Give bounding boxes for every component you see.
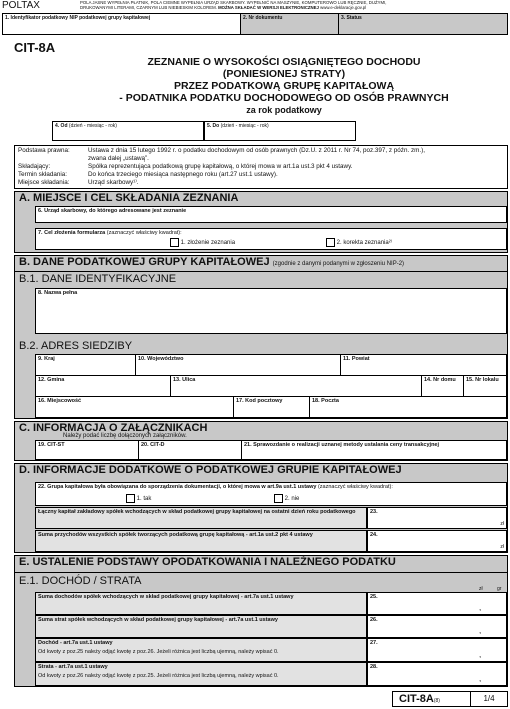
checkbox-no[interactable] xyxy=(274,494,283,503)
decimal-separator: , xyxy=(479,626,482,635)
section-b xyxy=(14,255,508,419)
cit-st-label: 19. CIT-ST xyxy=(38,442,65,448)
checkbox-correction[interactable] xyxy=(326,238,335,247)
tax-office-field[interactable] xyxy=(35,206,507,223)
loss-sum-label-cell xyxy=(35,615,367,638)
legal-row xyxy=(18,155,504,163)
legal-text: Do końca trzeciego miesiąca następnego roku (art.27 ust.1 ustawy). xyxy=(88,171,278,178)
capital-field[interactable] xyxy=(367,507,507,529)
capital-label-cell xyxy=(35,507,367,529)
income-label-cell xyxy=(35,638,367,662)
legal-row xyxy=(18,171,504,179)
header-fields xyxy=(2,13,508,35)
cit-d-field[interactable] xyxy=(139,441,242,459)
notice-url: www.e-deklaracje.gov.pl xyxy=(320,5,367,10)
income-sum-label-cell xyxy=(35,592,367,615)
purpose-label: 7. Cel złożenia formularza xyxy=(38,230,106,236)
house-number-field[interactable] xyxy=(422,376,464,397)
title-line-4: - PODATNIKA PODATKU DOCHODOWEGO OD OSÓB PRAWNYCH xyxy=(119,92,449,104)
unit-gr: gr xyxy=(497,586,502,592)
documentation-hint: (zaznaczyć właściwy kwadrat): xyxy=(317,484,393,490)
section-d-title: D. INFORMACJE DODATKOWE O PODATKOWEJ GRUPIE KAPITAŁOWEJ xyxy=(19,464,402,476)
purpose-hint: (zaznaczyć właściwy kwadrat): xyxy=(106,230,182,236)
footer-code-text: CIT-8A xyxy=(399,693,434,705)
country-label: 9. Kraj xyxy=(38,356,55,362)
capital-number: 23. xyxy=(370,509,378,515)
form-title xyxy=(60,56,508,116)
divider xyxy=(15,572,507,573)
legal-label xyxy=(18,155,88,163)
nip-field-label: 1. Identyfikator podatkowy NIP podatkowej grupy kapitałowej xyxy=(5,15,151,21)
document-number-label: 2. Nr dokumentu xyxy=(243,15,283,21)
footer-code xyxy=(393,692,471,706)
legal-text: Urząd skarbowy¹⁾. xyxy=(88,179,139,186)
notice-line-1: POLA JASNE WYPEŁNIA PŁATNIK, POLA CIEMNE WYPEŁNIA URZĄD SKARBOWY. WYPEŁNIĆ NA MASZYNIE, KOMPUTEROWO LUB RĘCZNIE, DUŻYMI, xyxy=(80,0,387,5)
section-c xyxy=(14,421,508,461)
period-to-field[interactable] xyxy=(204,121,356,141)
checkbox-yes[interactable] xyxy=(126,494,135,503)
street-field[interactable] xyxy=(171,376,422,397)
apartment-number-label: 15. Nr lokalu xyxy=(466,377,499,383)
income-instruction: Od kwoty z poz.25 należy odjąć kwotę z poz.26. Jeżeli różnica jest liczbą ujemną, należy wpisać 0. xyxy=(38,649,279,655)
notice-line-2 xyxy=(80,5,508,10)
house-number-label: 14. Nr domu xyxy=(424,377,456,383)
legal-row xyxy=(18,163,504,171)
poltax-brand: POLTAX xyxy=(2,0,40,11)
voivodeship-field[interactable] xyxy=(136,355,341,376)
legal-row xyxy=(18,179,504,187)
commune-label: 12. Gmina xyxy=(38,377,65,383)
income-label: Dochód - art.7a ust.1 ustawy xyxy=(38,640,113,646)
loss-field[interactable] xyxy=(367,662,507,686)
post-office-label: 18. Poczta xyxy=(312,398,339,404)
full-name-label: 8. Nazwa pełna xyxy=(38,290,78,296)
county-field[interactable] xyxy=(341,355,506,376)
legal-text: zwana dalej „ustawą”. xyxy=(88,155,149,162)
legal-label: Termin składania: xyxy=(18,171,67,178)
legal-text: Ustawa z dnia 15 lutego 1992 r. o podatku dochodowym od osób prawnych (Dz.U. z 2011 r. Nr 74, poz.397, z późn. zm.), xyxy=(88,147,425,154)
section-c-note: Należy podać liczbę dołączonych załączników. xyxy=(63,433,187,439)
period-to-label: 5. Do xyxy=(207,123,220,129)
checkbox-filing[interactable] xyxy=(170,238,179,247)
documentation-field xyxy=(35,482,507,506)
title-line-2: (PONIESIONEJ STRATY) xyxy=(222,68,346,80)
period-from-label: 4. Od xyxy=(55,123,68,129)
income-number: 27. xyxy=(370,640,378,646)
section-c-title: C. INFORMACJA O ZAŁĄCZNIKACH xyxy=(19,422,208,434)
decimal-separator: , xyxy=(479,603,482,612)
street-label: 13. Ulica xyxy=(173,377,196,383)
purpose-field xyxy=(35,228,507,250)
unit-zl: zł xyxy=(500,544,504,550)
postal-code-label: 17. Kod pocztowy xyxy=(236,398,283,404)
transfer-pricing-report-field[interactable] xyxy=(242,441,506,459)
commune-field[interactable] xyxy=(36,376,171,397)
transfer-pricing-report-label: 21. Sprawozdanie o realizacji uznanej metody ustalania ceny transakcyjnej xyxy=(244,442,440,448)
title-line-1: ZEZNANIE O WYSOKOŚCI OSIĄGNIĘTEGO DOCHODU xyxy=(147,56,421,68)
loss-sum-field[interactable] xyxy=(367,615,507,638)
divider xyxy=(15,271,507,272)
city-field[interactable] xyxy=(36,397,234,417)
decimal-separator: , xyxy=(479,674,482,683)
legal-text: Spółka reprezentująca podatkową grupę kapitałową, o której mowa w art.1a ust.3 pkt 4 ustawy. xyxy=(88,163,353,170)
option-correction[interactable] xyxy=(326,238,392,247)
option-filing[interactable] xyxy=(170,238,235,247)
documentation-label: 22. Grupa kapitałowa była obowiązana do sporządzenia dokumentacji, o której mowa w art.9a ust.1 ustawy xyxy=(38,484,317,490)
nip-field[interactable] xyxy=(3,14,241,34)
income-sum-number: 25. xyxy=(370,594,378,600)
legal-row xyxy=(18,147,504,155)
period-from-field[interactable] xyxy=(52,121,204,141)
option-no[interactable] xyxy=(274,494,299,503)
apartment-number-field[interactable] xyxy=(464,376,506,397)
revenue-label: Suma przychodów wszystkich spółek tworzących podatkową grupę kapitałową - art.1a ust.2 pkt 4 ustawy xyxy=(38,532,313,538)
county-label: 11. Powiat xyxy=(343,356,370,362)
legal-label: Miejsce składania: xyxy=(18,179,70,186)
period-to-hint: (dzień - miesiąc - rok) xyxy=(220,123,269,129)
option-yes-label: 1. tak xyxy=(136,496,152,503)
revenue-field[interactable] xyxy=(367,530,507,552)
income-sum-label: Suma dochodów spółek wchodzących w skład podatkowej grupy kapitałowej - art.7a ust.1 ustawy xyxy=(38,594,294,600)
unit-zl: zł xyxy=(500,521,504,527)
option-no-label: 2. nie xyxy=(284,496,300,503)
city-label: 16. Miejscowość xyxy=(38,398,82,404)
tax-office-label: 6. Urząd skarbowy, do którego adresowane jest zeznanie xyxy=(38,208,187,214)
footer-code-box xyxy=(392,691,508,707)
loss-number: 28. xyxy=(370,664,378,670)
section-b-title: B. DANE PODATKOWEJ GRUPY KAPITAŁOWEJ xyxy=(19,256,270,268)
loss-sum-label: Suma strat spółek wchodzących w skład podatkowej grupy kapitałowej - art.7a ust.1 ustawy xyxy=(38,617,278,623)
footer-version: (8) xyxy=(433,698,440,704)
period-from-hint: (dzień - miesiąc - rok) xyxy=(68,123,117,129)
title-line-3: PRZEZ PODATKOWĄ GRUPĘ KAPITAŁOWĄ xyxy=(173,80,395,92)
section-b-note: (zgodnie z danymi podanymi w zgłoszeniu NIP-2) xyxy=(272,261,405,267)
legal-label: Podstawa prawna: xyxy=(18,147,70,154)
legal-label: Składający: xyxy=(18,163,51,170)
page-number: 1/4 xyxy=(483,694,495,703)
revenue-number: 24. xyxy=(370,532,378,538)
option-correction-label: 2. korekta zeznania²⁾ xyxy=(336,240,393,247)
voivodeship-label: 10. Województwo xyxy=(138,356,184,362)
document-number-field xyxy=(241,14,339,34)
section-e-title: E. USTALENIE PODSTAWY OPODATKOWANIA I NALEŻNEGO PODATKU xyxy=(19,556,396,568)
fill-instructions xyxy=(80,0,508,14)
option-filing-label: 1. złożenie zeznania xyxy=(180,240,236,247)
income-field[interactable] xyxy=(367,638,507,662)
loss-instruction: Od kwoty z poz.26 należy odjąć kwotę z poz.25. Jeżeli różnica jest liczbą ujemną, należy wpisać 0. xyxy=(38,673,279,679)
unit-zl: zł xyxy=(479,586,483,592)
post-office-field[interactable] xyxy=(310,397,506,417)
section-e1-title: E.1. DOCHÓD / STRATA xyxy=(19,575,142,587)
status-label: 3. Status xyxy=(341,15,362,21)
notice-bold: MOŻNA SKŁADAĆ W WERSJI ELEKTRONICZNEJ xyxy=(218,5,319,10)
year-label: za rok podatkowy xyxy=(246,105,322,115)
notice-text: DRUKOWANYMI LITERAMI, CZARNYM LUB NIEBIESKIM KOLOREM. xyxy=(80,5,217,10)
form-code: CIT-8A xyxy=(14,40,56,55)
loss-label-cell xyxy=(35,662,367,686)
option-yes[interactable] xyxy=(126,494,151,503)
cit-d-label: 20. CIT-D xyxy=(141,442,165,448)
status-field xyxy=(339,14,507,34)
capital-label: Łączny kapitał zakładowy spółek wchodzących w skład podatkowej grupy kapitałowej na ostatni dzień roku podatkowego xyxy=(38,509,356,515)
section-e xyxy=(14,555,508,687)
postal-code-field[interactable] xyxy=(234,397,310,417)
cit-st-field[interactable] xyxy=(36,441,139,459)
section-a xyxy=(14,191,508,253)
attachments-row xyxy=(35,440,507,460)
revenue-label-cell xyxy=(35,530,367,552)
country-field[interactable] xyxy=(36,355,136,376)
address-grid xyxy=(35,354,507,418)
loss-label: Strata - art.7a ust.1 ustawy xyxy=(38,664,108,670)
section-d xyxy=(14,463,508,553)
full-name-field[interactable] xyxy=(35,288,507,334)
decimal-separator: , xyxy=(479,650,482,659)
section-b1-title: B.1. DANE IDENTYFIKACYJNE xyxy=(19,273,177,285)
section-a-title: A. MIEJSCE I CEL SKŁADANIA ZEZNANIA xyxy=(19,192,239,204)
income-sum-field[interactable] xyxy=(367,592,507,615)
section-b2-title: B.2. ADRES SIEDZIBY xyxy=(19,340,133,352)
legal-basis xyxy=(14,145,508,189)
loss-sum-number: 26. xyxy=(370,617,378,623)
